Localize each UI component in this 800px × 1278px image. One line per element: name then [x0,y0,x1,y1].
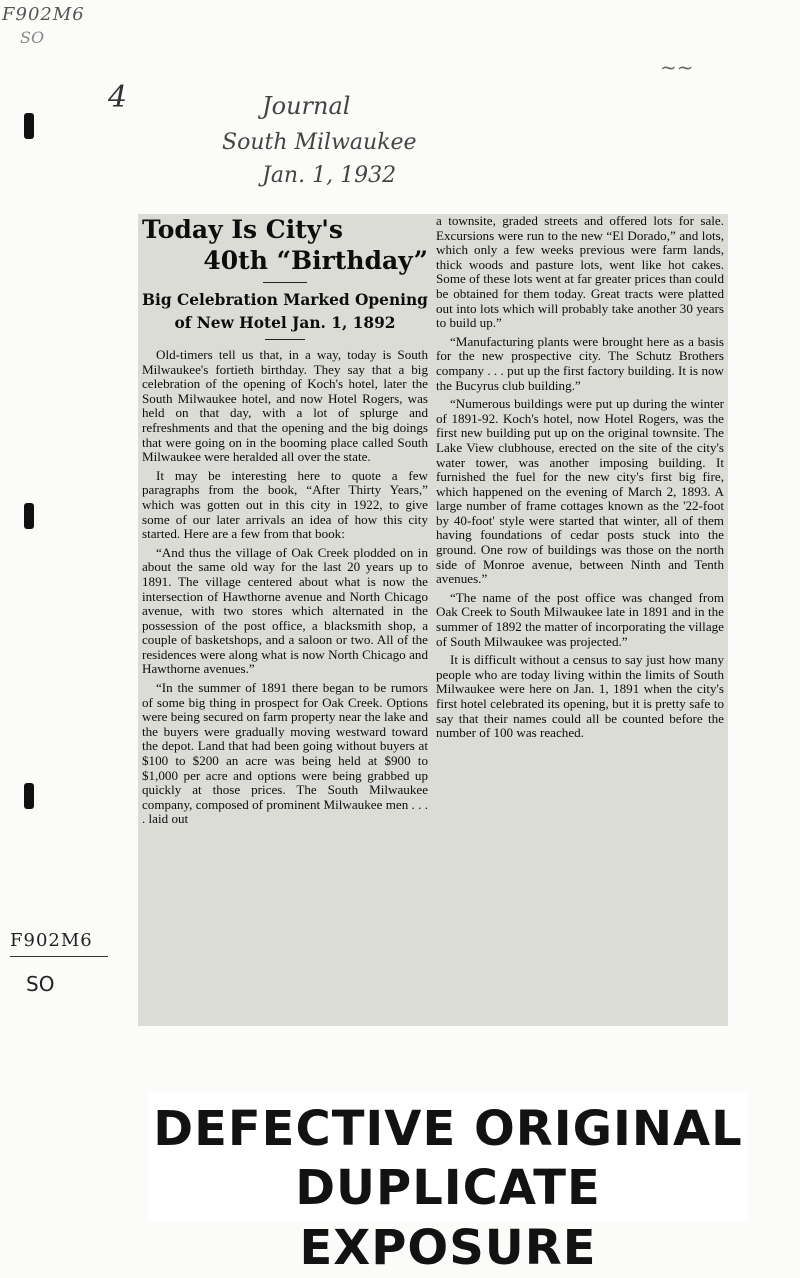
newspaper-clipping-tail [432,740,725,954]
article-paragraph: “And thus the village of Oak Creek plodded on in about the same old way for the last 20 years up to 1891. The village centered about what is now the intersection of Hawthorne avenue and North Chicago avenue, with two stores which alternated in the possession of the post office, a blacksmith shop, a couple of basketshops, and a saloon or two. All of the residences were along what is now North Chicago and Hawthorne avenues.” [142,544,428,677]
archive-code-side-sub: SO [26,972,55,996]
top-right-mark: ~~ [660,55,694,79]
defect-notice-banner [148,1092,748,1276]
article-column-left [142,214,428,831]
article-subheadline: Big Celebration Marked Opening of New Hotel Jan. 1, 1892 [142,291,428,332]
article-paragraph: a townsite, graded streets and offered lots for sale. Excursions were run to the new “El Dorado,” and lots, which only a few weeks previous were farm lands, thick woods and pasture lots, went like hot cakes. Some of these lots went at far greater prices than could be obtained for them today. Great tracts were platted out into lots which will probably take another 30 years to build up.” [436,213,724,331]
article-headline [142,214,428,276]
page-number: 4 [108,80,128,115]
article-paragraph: It is difficult without a census to say just how many people who are today living within the limits of South Milwaukee were here on Jan. 1, 1891 when the city's first hotel celebrated its opening, but it is pretty safe to say that their names could all be counted before the number of 100 was reached. [436,652,724,741]
article-column-right [436,214,724,745]
archive-code-top: F902M6 [2,4,85,25]
headline-line-1: Today Is City's [142,215,343,244]
punch-hole-mark [24,503,34,529]
article-paragraph: “Numerous buildings were put up during the winter of 1891-92. Koch's hotel, now Hotel Rogers, was the first new building put up on the original townsite. The Lake View clubhouse, erected on the site of the city's water tower, was another imposing building. It furnished the fuel for the new city's first big fire, which happened on the evening of March 2, 1893. A large number of frame cottages known as the '22-foot by 40-foot' style were started that winter, all of them having foundations of cedar posts stuck into the ground. One row of buildings was those on the north side of Monroe avenue, between Ninth and Tenth avenues.” [436,396,724,587]
article-paragraph: Old-timers tell us that, in a way, today is South Milwaukee's fortieth birthday. They say that a big celebration of the opening of Koch's hotel, later the South Milwaukee hotel, and now Hotel Rogers, was held on that day, with a lot of splurge and refreshments and that the opening and the big doings that were going on in the booming place called South Milwaukee were heralded all over the state. [142,347,428,465]
banner-line-2: DUPLICATE EXPOSURE [295,1160,601,1276]
source-publication: Journal [262,92,351,120]
punch-hole-mark [24,783,34,809]
article-paragraph: It may be interesting here to quote a few paragraphs from the book, “After Thirty Years,” which was gotten out in this city in 1922, to give some of our later arrivals an idea of how this city started. Here are a few from that book: [142,467,428,542]
divider [265,339,305,340]
archive-code-top-sub: SO [20,28,45,47]
banner-line-1: DEFECTIVE ORIGINAL [153,1101,743,1157]
punch-hole-mark [24,113,34,139]
source-date: Jan. 1, 1932 [262,163,397,188]
article-paragraph: “Manufacturing plants were brought here as a basis for the new prospective city. The Schutz Brothers company . . . put up the first factory building. It is now the Bucyrus club building.” [436,333,724,393]
headline-line-2: 40th “Birthday” [203,246,428,275]
source-city: South Milwaukee [222,130,417,155]
article-paragraph: “The name of the post office was changed from Oak Creek to South Milwaukee late in 1891 and in the summer of 1892 the matter of incorporating the village of South Milwaukee was projected.” [436,589,724,649]
archive-code-side: F902M6 [10,930,93,951]
divider [263,282,307,283]
article-paragraph: “In the summer of 1891 there began to be rumors of some big thing in prospect for Oak Creek. Options were being secured on farm property near the lake and the buyers were gradually moving westward toward the depot. Land that had been going without buyers at $100 to $200 an acre was being held at $900 to $1,000 per acre and options were being grabbed up quickly at those prices. The South Milwaukee company, composed of prominent Milwaukee men . . . . laid out [142,680,428,827]
